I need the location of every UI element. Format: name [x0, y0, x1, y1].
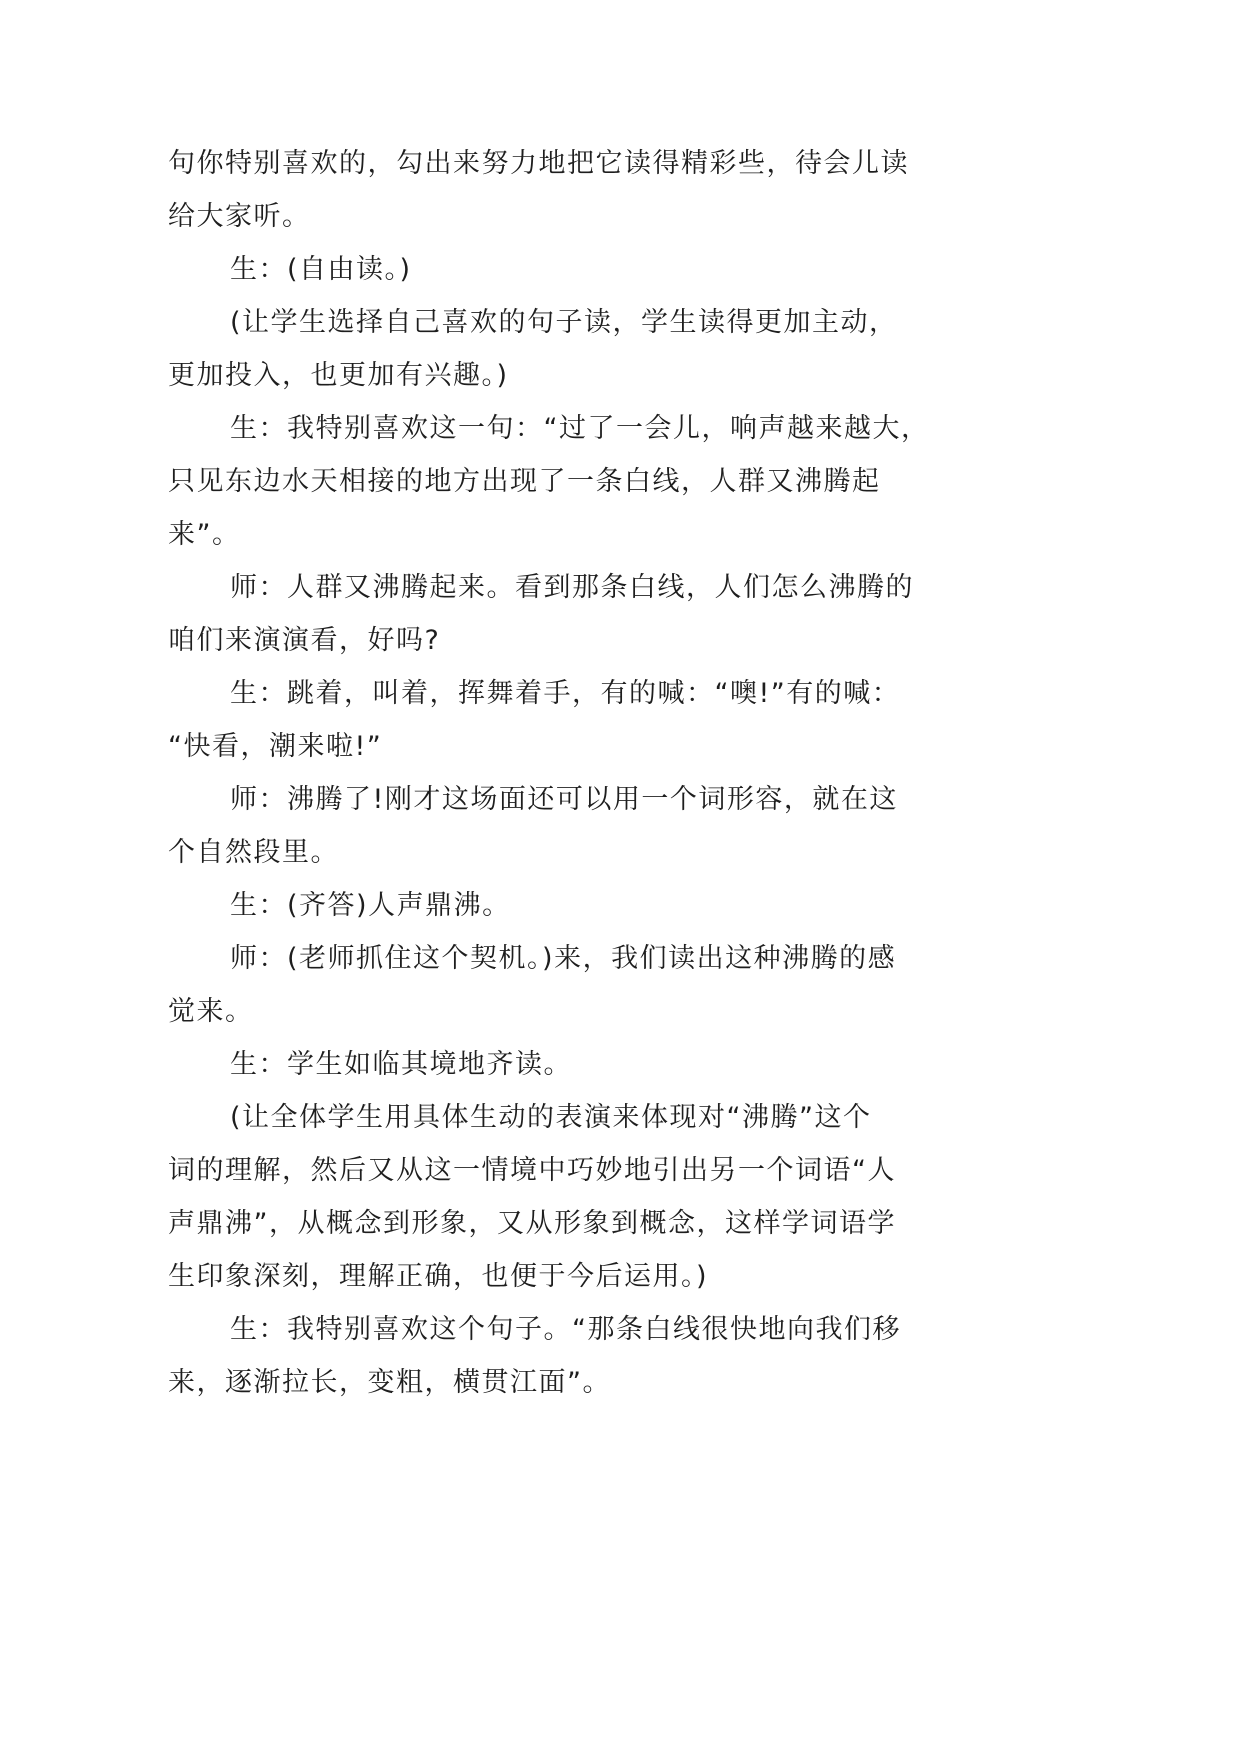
text-line: 句你特别喜欢的，勾出来努力地把它读得精彩些，待会儿读 [168, 148, 909, 179]
text-line: 生：(齐答)人声鼎沸。 [230, 890, 511, 921]
text-line: 来”。 [168, 519, 241, 550]
text-line: 生：我特别喜欢这一句：“过了一会儿，响声越来越大， [230, 413, 930, 444]
text-line: 生：学生如临其境地齐读。 [230, 1049, 572, 1080]
text-line: 生印象深刻，理解正确，也便于今后运用。) [168, 1261, 709, 1292]
text-line: 觉来。 [168, 996, 254, 1027]
text-line: (让全体学生用具体生动的表演来体现对“沸腾”这个 [230, 1102, 872, 1133]
text-line: 来，逐渐拉长，变粗，横贯江面”。 [168, 1367, 611, 1398]
text-line: 生：我特别喜欢这个句子。“那条白线很快地向我们移 [230, 1314, 901, 1345]
text-body [168, 137, 958, 1409]
text-line: 咱们来演演看，好吗? [168, 625, 441, 656]
text-line: 词的理解，然后又从这一情境中巧妙地引出另一个词语“人 [168, 1155, 896, 1186]
text-line: 生：(自由读。) [230, 254, 412, 285]
text-line: 生：跳着，叫着，挥舞着手，有的喊：“噢!”有的喊： [230, 678, 901, 709]
text-line: “快看，潮来啦!” [168, 731, 383, 762]
text-line: (让学生选择自己喜欢的句子读，学生读得更加主动， [230, 307, 898, 338]
text-line: 更加投入，也更加有兴趣。) [168, 360, 509, 391]
text-line: 只见东边水天相接的地方出现了一条白线，人群又沸腾起 [168, 466, 881, 497]
text-line: 给大家听。 [168, 201, 311, 232]
text-line: 声鼎沸”，从概念到形象，又从形象到概念，这样学词语学 [168, 1208, 896, 1239]
text-line: 个自然段里。 [168, 837, 339, 868]
text-line: 师：人群又沸腾起来。看到那条白线，人们怎么沸腾的 [230, 572, 914, 603]
text-line: 师：沸腾了!刚才这场面还可以用一个词形容，就在这 [230, 784, 898, 815]
text-line: 师：(老师抓住这个契机。)来，我们读出这种沸腾的感 [230, 943, 897, 974]
